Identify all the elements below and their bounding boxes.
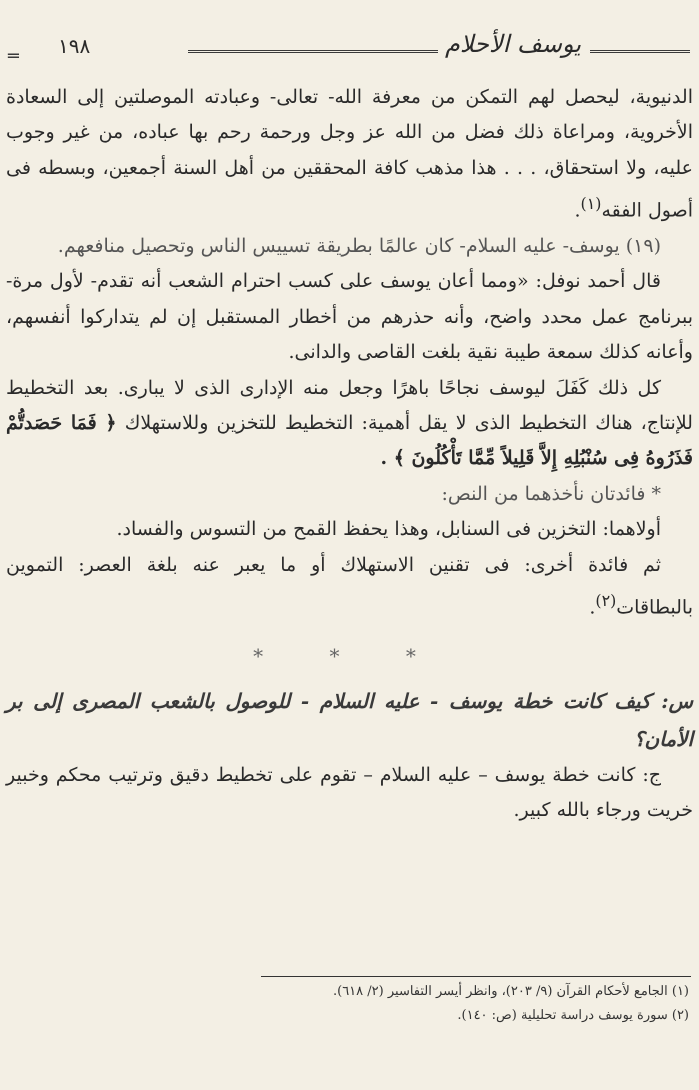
paragraph: قال أحمد نوفل: «ومما أعان يوسف على كسب احترام الشعب أنه تقدم- لأول مرة- ببرنامج عمل محدد واضح، وأنه حذرهم من أخطار المستقبل إن لم يتداركوا أنفسهم، وأعانه كذلك سمعة طيبة نقية بلغت القاصى والدانى. [6, 270, 693, 364]
footnote-ref: (١) [580, 194, 602, 214]
footnote: (٢) سورة يوسف دراسة تحليلية (ص: ١٤٠). [457, 1008, 689, 1023]
question-heading: س: كيف كانت خطة يوسف - عليه السلام - للوصول بالشعب المصرى إلى بر الأمان؟ [6, 688, 693, 751]
quran-verse: ﴿ فَمَا حَصَدتُّمْ فَذَرُوهُ فِى سُنْبُلِهِ إِلاَّ قَلِيلاً مِّمَّا تَأْكُلُونَ ﴾ . [6, 411, 693, 470]
header-dash: ═ [8, 46, 19, 67]
paragraph: الدنيوية، ليحصل لهم التمكن من معرفة الله- تعالى- وعبادته الموصلتين إلى السعادة الأخروية، ومراعاة ذلك فضل من الله عز وجل ورحمة رحم بها عباده، من غير وجوب عليه، ولا استحقاق، . . . هذا مذهب كافة المحققين من أهل السنة أجمعين، وبسطه فى أصول الفقه$^{(١)}$. [6, 86, 693, 222]
answer-paragraph: ج: كانت خطة يوسف – عليه السلام – تقوم على تخطيط دقيق وترتيب محكم وخبير خريت ورجاء بالله كبير. [6, 763, 693, 822]
header-rule-right [590, 50, 690, 53]
section-heading: (١٩) يوسف- عليه السلام- كان عالمًا بطريقة تسييس الناس وتحصيل منافعهم. [57, 234, 661, 257]
section-separator: * * * [253, 643, 446, 668]
book-title: يوسف الأحلام [445, 30, 582, 58]
footnote: (١) الجامع لأحكام القرآن (٩/ ٢٠٣)، وانظر أيسر التفاسير (٢/ ٦١٨). [332, 984, 689, 999]
paragraph: ثم فائدة أخرى: فى تقنين الاستهلاك أو ما يعبر عنه بلغة العصر: التموين بالبطاقات$^{(٢)}$. [6, 553, 693, 619]
paragraph: أولاهما: التخزين فى السنابل، وهذا يحفظ القمح من التسوس والفساد. [116, 518, 661, 541]
footnote-ref: (٢) [595, 591, 617, 611]
page-header [0, 30, 699, 70]
page-body [0, 80, 699, 829]
page-number: ١٩٨ [58, 34, 91, 58]
header-rule [188, 50, 438, 53]
subheading: * فائدتان نأخذهما من النص: [441, 482, 661, 505]
footnote-rule [261, 976, 691, 977]
paragraph: كل ذلك كَفَلَ ليوسف نجاحًا باهرًا وجعل منه الإدارى الذى لا يبارى. بعد التخطيط للإنتاج، هناك التخطيط الذى لا يقل أهمية: التخطيط للتخزين وللاستهلاك ﴿ فَمَا حَصَدتُّمْ فَذَرُوهُ فِى سُنْبُلِهِ إِلاَّ قَلِيلاً مِّمَّا تَأْكُلُونَ ﴾ . [6, 376, 693, 470]
